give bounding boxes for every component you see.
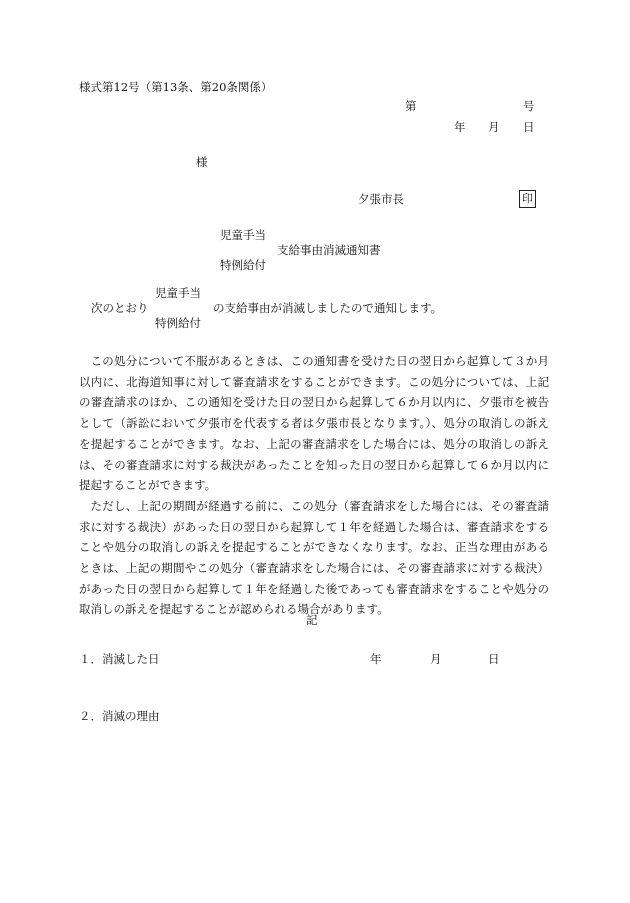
seal-box: 印 [519, 190, 536, 208]
appeal-notice [79, 351, 549, 620]
number-prefix: 第 [405, 99, 417, 113]
date-year: 年 [454, 120, 466, 134]
intro-option-1: 児童手当 [155, 286, 201, 300]
item-1-year: 年 [370, 652, 382, 666]
date-day: 日 [523, 120, 535, 134]
item-1-month: 月 [430, 652, 442, 666]
issuer: 夕張市長 [358, 192, 404, 206]
intro-option-2: 特例給付 [155, 316, 201, 330]
title-line-2: 支給事由消滅通知書 [277, 243, 381, 257]
appeal-paragraph-2: ただし、上記の期間が経過する前に、この処分（審査請求をした場合には、その審査請求に対する裁決）があった日の翌日から起算して１年を経過した場合は、審査請求をすることや処分の取消しの訴えを提起することができなくなります。なお、正当な理由があるときは、上記の期間やこの処分（審査請求をした場合には、その審査請求に対する裁決）があった日の翌日から起算して１年を経過した後であっても審査請求をすることや処分の取消しの訴えを提起することが認められる場合があります。 [79, 498, 549, 617]
form-number: 様式第12号（第13条、第20条関係） [79, 80, 273, 94]
date-month: 月 [488, 120, 500, 134]
number-suffix: 号 [523, 99, 535, 113]
ki-heading: 記 [306, 613, 318, 627]
title-line-1: 児童手当 [220, 228, 266, 242]
item-1-day: 日 [488, 652, 500, 666]
item-1-label: １．消滅した日 [79, 652, 160, 666]
title-line-3: 特例給付 [220, 258, 266, 272]
item-2-label: ２．消滅の理由 [79, 709, 160, 723]
addressee-suffix: 様 [196, 155, 208, 169]
intro-suffix: の支給事由が消滅しましたので通知します。 [213, 301, 443, 315]
appeal-paragraph-1: この処分について不服があるときは、この通知書を受けた日の翌日から起算して３か月以内に、北海道知事に対して審査請求をすることができます。この処分については、上記の審査請求のほか、この通知を受けた日の翌日から起算して６か月以内に、夕張市を被告として（訴訟において夕張市を代表する者は夕張市長となります。）、処分の取消しの訴えを提起することができます。なお、上記の審査請求をした場合には、処分の取消しの訴えは、その審査請求に対する裁決があったことを知った日の翌日から起算して６か月以内に提起することができます。 [79, 354, 549, 493]
intro-prefix: 次のとおり [91, 301, 149, 315]
